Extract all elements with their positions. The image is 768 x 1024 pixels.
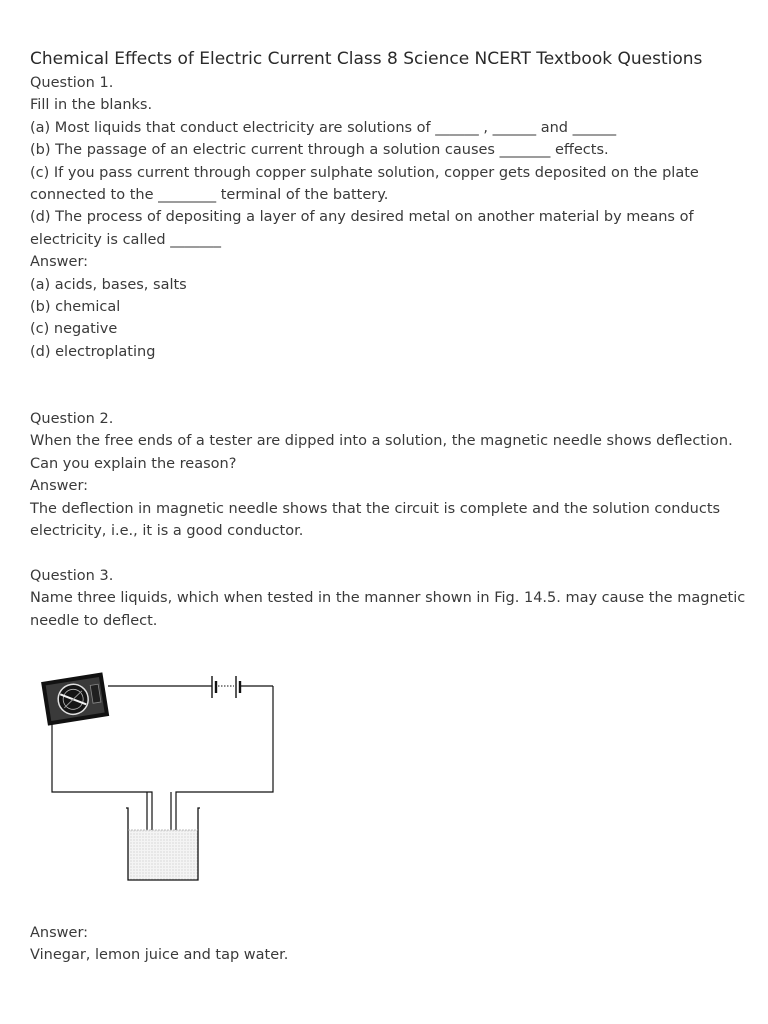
question-1d-text-line1: (d) The process of depositing a layer of any desired metal on another material by means of [30,209,694,226]
page-title: Chemical Effects of Electric Current Class 8 Science NCERT Textbook Questions [30,49,703,69]
question-3-answer-block [30,922,288,967]
question-1c-text-line1: (c) If you pass current through copper sulphate solution, copper gets deposited on the plate [30,164,699,181]
circuit-figure-svg [40,668,280,890]
question-1d-text-line2: electricity is called _______ [30,231,221,248]
question-2-answer-line2: electricity, i.e., it is a good conductor. [30,523,304,540]
question-1-answer-c: (c) negative [30,321,118,338]
question-1b-text: (b) The passage of an electric current through a solution causes _______ effects. [30,142,609,159]
question-1-answer-label: Answer: [30,254,89,271]
question-1-answer-a: (a) acids, bases, salts [30,276,187,293]
question-1-answer-d: (d) electroplating [30,343,156,360]
question-2-prompt-line2: Can you explain the reason? [30,455,237,472]
question-1-label: Question 1. [30,75,114,91]
question-2-answer-line1: The deflection in magnetic needle shows that the circuit is complete and the solution conducts [30,500,721,517]
document-body [30,46,750,632]
question-2-label: Question 2. [30,411,114,428]
question-3-label: Question 3. [30,567,114,584]
question-1-answer-b: (b) chemical [30,299,121,316]
question-1-prompt: Fill in the blanks. [30,97,153,114]
beaker-icon [126,808,200,880]
question-1c-text-line2: connected to the ________ terminal of the battery. [30,187,389,204]
right-wire [176,686,273,852]
question-3-prompt-line1: Name three liquids, which when tested in the manner shown in Fig. 14.5. may cause the magnetic [30,590,746,607]
compass-icon [41,672,109,725]
tester-circuit-diagram [40,668,280,890]
question-1a-text: (a) Most liquids that conduct electricity are solutions of ______ , ______ and ______ [30,119,617,136]
question-3-answer: Vinegar, lemon juice and tap water. [30,947,289,964]
battery-icon [212,676,240,698]
question-2-answer-label: Answer: [30,478,89,495]
question-2-prompt-line1: When the free ends of a tester are dipped into a solution, the magnetic needle shows deflection. [30,433,733,450]
spacer [30,543,750,565]
question-3-answer-label: Answer: [30,925,89,941]
question-3-prompt-line2: needle to deflect. [30,612,158,629]
spacer [30,363,750,408]
